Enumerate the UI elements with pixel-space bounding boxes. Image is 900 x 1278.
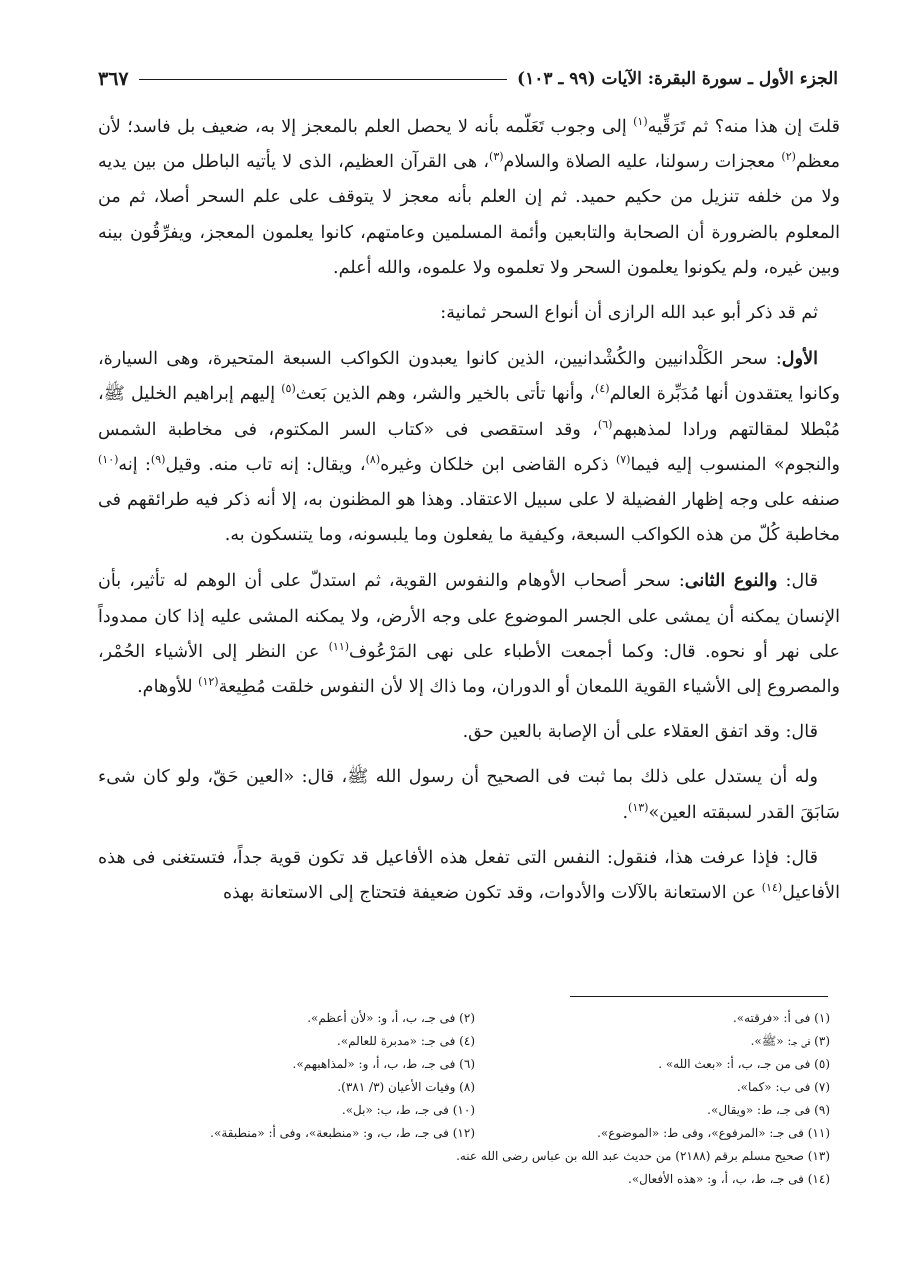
footnote: (٨) وفيات الأعيان (٣/ ٣٨١).: [337, 1080, 475, 1094]
footnote-marker: (٤): [595, 382, 610, 396]
paragraph: [98, 341, 840, 553]
text-run: إلى وجوب تَعَلّمه بأنه لا يحصل العلم بالمعجز إلا به، ضعيف بل فاسد؛ لأن معظم: [98, 117, 840, 173]
text-run: ، وقد استقصى فى «كتاب السر المكتوم، فى مخاطبة الشمس والنجوم» المنسوب إليه فيما: [98, 419, 840, 475]
text-run: : سحر الكَلْدانيين والكُشْدانيين، الذين كانوا يعبدون الكواكب السبعة المتحيرة، وهى السيارة، وكانوا يعتقدون أنها مُدَبِّرة العالم: [98, 349, 840, 405]
footnote: (٩) فى جـ، ط: «ويقال».: [707, 1103, 830, 1117]
footnote-marker: (١): [633, 115, 648, 129]
footnote: (١٢) فى جـ، ط، ب، و: «منطبعة»، وفى أ: «منطبقة».: [210, 1126, 475, 1140]
footnote: (٤) فى جـ: «مدبرة للعالم».: [337, 1034, 475, 1048]
paragraph: [98, 715, 840, 750]
footnote-marker: (٥): [281, 382, 296, 396]
footnote: (١) فى أ: «فرقته».: [732, 1011, 830, 1025]
paragraph: [98, 110, 840, 286]
text-run: قلتَ إن هذا منه؟ ثم تَرَقِّيه: [647, 117, 840, 137]
footnote: (٦) فى جـ، ط، ب، أ، و: «لمذاهبهم».: [292, 1057, 475, 1071]
footnote: (٥) فى من جـ، ب، أ: «بعث الله» .: [658, 1057, 830, 1071]
text-run: عن الاستعانة بالآلات والأدوات، وقد تكون ضعيفة فتحتاج إلى الاستعانة بهذه: [222, 883, 762, 904]
text-run: قال:: [777, 571, 819, 592]
text-run: ، ويقال: إنه تاب منه. وقيل: [165, 454, 366, 475]
paragraph: [98, 760, 840, 830]
paragraph: [98, 841, 840, 911]
header-rule: [139, 79, 507, 80]
section-heading: والنوع الثانى: [684, 570, 778, 592]
text-run: ذكره القاضى ابن خلكان وغيره: [380, 454, 616, 475]
footnote: (١١) فى جـ: «المرفوع»، وفى ط: «الموضوع».: [597, 1126, 830, 1140]
footnote: (١٠) فى جـ، ط، ب: «بل».: [341, 1103, 475, 1117]
text-run: معجزات رسولنا، عليه الصلاة والسلام: [503, 152, 782, 173]
footnote: (١٤) فى جـ، ط، ب، أ، و: «هذه الأفعال».: [628, 1172, 830, 1186]
section-heading: الأول: [781, 348, 818, 370]
footnote: (٧) فى ب: «كما».: [736, 1080, 830, 1094]
text-run: عن النظر إلى الأشياء الحُمْر، والمصروع إلى الأشياء القوية اللمعان أو الدوران، وما ذاك إلا لأن النفوس خلقت مُطِيعة: [98, 641, 840, 698]
text-run: قال: وقد اتفق العقلاء على أن الإصابة بالعين حق.: [462, 722, 818, 743]
page-header: [98, 64, 838, 94]
footnote: (٣) فى جـ: «ﷺ».: [750, 1034, 830, 1048]
text-run: إليهم إبراهيم الخليل ﷺ، مُبْطلا لمقالتهم ورادا لمذهبهم: [98, 384, 841, 440]
footnote-marker: (١٠): [98, 452, 119, 466]
footnote-marker: (١٣): [628, 800, 649, 814]
text-run: ، هى القرآن العظيم، الذى لا يأتيه الباطل من بين يديه ولا من خلفه تنزيل من حكيم حميد. ثم إن العلم بأنه معجز لا يتوقف على علم السحر أصلا، ثم من المعلوم بالضرورة أن الصحابة والتابعين وأئمة المسلمين وعامتهم، كانوا يعلمون المعجز، ويفرِّقُون بينه وبين غيره، ولم يكونوا يعلمون السحر ولا تعلموه ولا علموه، والله أعلم.: [98, 152, 840, 278]
text-run: : إنه: [118, 454, 151, 475]
footnote-separator: [570, 996, 828, 997]
text-run: ثم قد ذكر أبو عبد الله الرازى أن أنواع السحر ثمانية:: [440, 303, 818, 324]
page-number: ٣٦٧: [98, 68, 129, 90]
paragraph: [98, 563, 840, 705]
footnote-marker: (١١): [328, 639, 350, 653]
text-run: .: [622, 802, 629, 823]
paragraph: [98, 296, 840, 331]
footnote-marker: (١٤): [761, 881, 783, 895]
text-run: وله أن يستدل على ذلك بما ثبت فى الصحيح أن رسول الله ﷺ، قال: «العين حَقّ، ولو كان شىء سَابَقَ القدر لسبقته العين»: [98, 767, 840, 823]
footnote-marker: (٧): [615, 452, 631, 466]
footnote-marker: (٣): [489, 150, 504, 164]
footnote: (١٣) صحيح مسلم برقم (٢١٨٨) من حديث عبد الله بن عباس رضى الله عنه.: [456, 1149, 830, 1163]
text-run: : سحر أصحاب الأوهام والنفوس القوية، ثم استدلّ على أن الوهم له تأثير، بأن الإنسان يمكنه أن يمشى على الجسر الموضوع على وجه الأرض، ولا يمكنه المشى عليه إذا كان ممدوداً على نهر أو نحوه. قال: وكما أجمعت الأطباء على نهى المَرْعُوف: [98, 571, 840, 662]
footnote-marker: (٩): [150, 452, 166, 466]
footnote-marker: (٦): [597, 417, 613, 431]
text-run: ، وأنها تأتى بالخير والشر، وهم الذين بَعث: [295, 384, 596, 405]
footnotes: [150, 1008, 830, 1189]
running-title: الجزء الأول ـ سورة البقرة: الآيات (٩٩ ـ ١٠٣): [517, 69, 838, 89]
footnote: (٢) فى جـ، ب، أ، و: «لأن أعظم».: [307, 1011, 475, 1025]
footnote-marker: (٢): [781, 150, 796, 164]
footnote-marker: (٨): [365, 452, 381, 466]
text-run: قال: فإذا عرفت هذا، فنقول: النفس التى تفعل هذه الأفاعيل قد تكون قوية جداً، فتستغنى فى هذه الأفاعيل: [98, 847, 840, 904]
main-text: [98, 110, 840, 921]
text-run: للأوهام.: [137, 677, 199, 698]
footnote-marker: (١٢): [198, 675, 219, 689]
text-run: صنفه على وجه إظهار الفضيلة لا على سبيل الاعتقاد. وهذا هو المظنون به، إلا أنه ذكر فيه طرائقهم فى مخاطبة كُلّ من هذه الكواكب السبعة، وكيفية ما يفعلون وما يلبسونه، وما يتنسكون به.: [98, 490, 840, 546]
